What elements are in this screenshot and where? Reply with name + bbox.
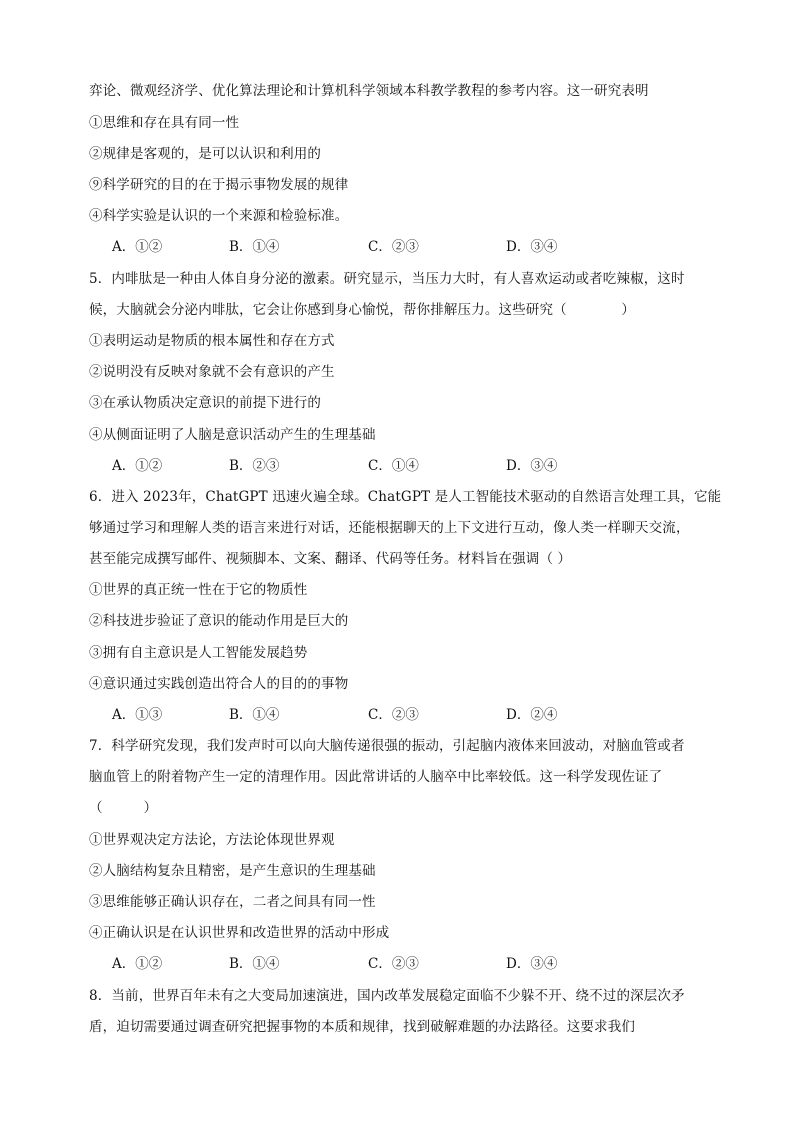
q4-option-b: B．①④ — [229, 239, 280, 255]
q7-stem-line-3: （ ） — [89, 800, 158, 816]
q7-item-1: ①世界观决定方法论，方法论体现世界观 — [89, 832, 335, 848]
q5-item-4: ④从侧面证明了人脑是意识活动产生的生理基础 — [89, 427, 376, 443]
q6-option-c: C．②③ — [368, 707, 419, 723]
q7-item-2: ②人脑结构复杂且精密，是产生意识的生理基础 — [89, 863, 376, 879]
q7-options — [112, 954, 712, 974]
q7-option-c: C．②③ — [368, 956, 419, 972]
q4-option-d: D．③④ — [506, 239, 558, 255]
q4-item-4: ④科学实验是认识的一个来源和检验标准。 — [89, 208, 349, 224]
q6-item-3: ③拥有自主意识是人工智能发展趋势 — [89, 645, 308, 661]
q4-item-3: ⑨科学研究的目的在于揭示事物发展的规律 — [89, 177, 349, 193]
q6-option-b: B．①④ — [229, 707, 280, 723]
q4-option-a: A．①② — [112, 239, 163, 255]
q6-option-a: A．①③ — [112, 707, 163, 723]
q5-options — [112, 456, 712, 476]
q4-options — [112, 237, 712, 257]
q4-option-c: C．②③ — [368, 239, 419, 255]
q5-option-d: D．③④ — [506, 458, 558, 474]
q6-stem-line-3: 甚至能完成撰写邮件、视频脚本、文案、翻译、代码等任务。材料旨在强调（ ） — [89, 551, 572, 567]
q5-stem-line-1: 5．内啡肽是一种由人体自身分泌的激素。研究显示，当压力大时，有人喜欢运动或者吃辣椒，这时 — [89, 271, 685, 287]
q7-stem-line-1: 7．科学研究发现，我们发声时可以向大脑传递很强的振动，引起脑内液体来回波动，对脑血管或者 — [89, 738, 685, 754]
q6-item-1: ①世界的真正统一性在于它的物质性 — [89, 582, 308, 598]
q4-item-1: ①思维和存在具有同一性 — [89, 115, 240, 131]
q8-stem-line-1: 8．当前，世界百年未有之大变局加速演进，国内改革发展稳定面临不少躲不开、绕不过的深层次矛 — [89, 988, 685, 1004]
q6-item-2: ②科技进步验证了意识的能动作用是巨大的 — [89, 613, 349, 629]
q6-stem-line-1: 6．进入 2023年，ChatGPT 迅速火遍全球。ChatGPT 是人工智能技术驱动的自然语言处理工具，它能 — [89, 489, 722, 505]
q7-stem-line-2: 脑血管上的附着物产生一定的清理作用。因此常讲话的人脑卒中比率较低。这一科学发现佐证了 — [89, 769, 663, 785]
q4-stem-tail: 弈论、微观经济学、优化算法理论和计算机科学领域本科教学教程的参考内容。这一研究表明 — [89, 83, 649, 99]
q4-item-2: ②规律是客观的，是可以认识和利用的 — [89, 146, 322, 162]
q6-option-d: D．②④ — [506, 707, 558, 723]
q5-option-b: B．②③ — [229, 458, 280, 474]
q5-item-1: ①表明运动是物质的根本属性和存在方式 — [89, 333, 335, 349]
q5-option-c: C．①④ — [368, 458, 419, 474]
q5-item-3: ③在承认物质决定意识的前提下进行的 — [89, 395, 322, 411]
q5-stem-line-2: 候，大脑就会分泌内啡肽，它会让你感到身心愉悦，帮你排解压力。这些研究（ ） — [89, 302, 635, 318]
q5-option-a: A．①② — [112, 458, 163, 474]
q7-option-d: D．③④ — [506, 956, 558, 972]
q7-item-4: ④正确认识是在认识世界和改造世界的活动中形成 — [89, 925, 390, 941]
q7-option-a: A．①② — [112, 956, 163, 972]
q8-stem-line-2: 盾，迫切需要通过调查研究把握事物的本质和规律，找到破解难题的办法路径。这要求我们 — [89, 1019, 635, 1035]
q6-options — [112, 705, 712, 725]
q6-item-4: ④意识通过实践创造出符合人的目的的事物 — [89, 676, 349, 692]
q6-stem-line-2: 够通过学习和理解人类的语言来进行对话，还能根据聊天的上下文进行互动，像人类一样聊天交流， — [89, 520, 690, 536]
q7-option-b: B．①④ — [229, 956, 280, 972]
q7-item-3: ③思维能够正确认识存在，二者之间具有同一性 — [89, 894, 376, 910]
q5-item-2: ②说明没有反映对象就不会有意识的产生 — [89, 364, 335, 380]
